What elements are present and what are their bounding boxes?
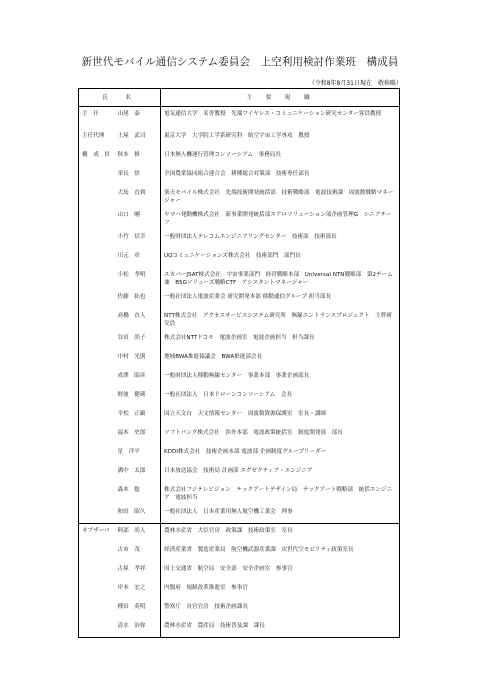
member-role: [79, 600, 115, 619]
table-row: [79, 107, 400, 129]
member-role: [79, 426, 115, 445]
member-role: [79, 369, 115, 388]
table-row: [79, 268, 400, 290]
member-position: 一般社団法人 日本ドローンコンソーシアム 会長: [161, 388, 400, 407]
member-role: [79, 331, 115, 350]
member-position: 電気通信大学 名誉教授 先端ワイヤレス・コミュニケーション研究センター客員教授: [161, 107, 400, 129]
table-row: [79, 309, 400, 331]
member-name: 和田 昭久: [115, 505, 161, 524]
member-position: 日本無人機運行管理コンソーシアム 事務局長: [161, 148, 400, 167]
member-role: [79, 167, 115, 186]
table-row: [79, 249, 400, 268]
member-role: [79, 407, 115, 426]
member-name: 小竹 信幸: [115, 230, 161, 249]
member-role: [79, 208, 115, 230]
member-position: 国土交通省 航空局 安全部 安全企画室 参事官: [161, 562, 400, 581]
table-header-row: [79, 89, 400, 107]
member-position: 地域BWA推進協議会 BWA推進部会長: [161, 350, 400, 369]
member-position: 一般財団法人移動無線センター 事業本部 事業企画部長: [161, 369, 400, 388]
member-name: 清水 治弥: [115, 619, 161, 638]
table-row: [79, 186, 400, 208]
table-row: [79, 464, 400, 483]
member-name: 谷田 尚子: [115, 331, 161, 350]
table-row: [79, 369, 400, 388]
member-position: ヤマハ発動機株式会社 新事業開発統括部エアロソリューション部企画管理G シニアチーフ: [161, 208, 400, 230]
table-row: [79, 129, 400, 148]
member-position: 経済産業省 製造産業局 航空機武器産業課 次世代空モビリティ政策室長: [161, 543, 400, 562]
member-name: 岸本 宏之: [115, 581, 161, 600]
member-position: 日本放送協会 技術局 計画部 エグゼクティブ・エンジニア: [161, 464, 400, 483]
member-name: 中村 光則: [115, 350, 161, 369]
member-role: [79, 505, 115, 524]
member-name: 溝中 太郎: [115, 464, 161, 483]
table-row: [79, 426, 400, 445]
table-row: [79, 407, 400, 426]
member-position: 国立天文台 天文情報センター 周波数資源保護室 室長・講師: [161, 407, 400, 426]
member-position: 農林水産省 農産局 技術普及課 課長: [161, 619, 400, 638]
table-row: [79, 505, 400, 524]
member-name: 種田 英明: [115, 600, 161, 619]
member-position: 全国農業協同組合連合会 耕種総合対策部 技術専任部長: [161, 167, 400, 186]
member-name: 森本 聡: [115, 483, 161, 505]
member-name: 山口 剛: [115, 208, 161, 230]
header-position: 主 要 現 職: [161, 89, 400, 107]
table-row: [79, 562, 400, 581]
member-name: 福本 史郎: [115, 426, 161, 445]
table-row: [79, 445, 400, 464]
member-position: NTT株式会社 アクセスサービスシステム研究所 無線エントランスプロジェクト 主幹研究員: [161, 309, 400, 331]
member-name: 土屋 武司: [115, 129, 161, 148]
members-table: [78, 88, 400, 638]
as-of-date: （令和8年8月31日現在 敬称略）: [308, 80, 402, 87]
member-position: 楽天モバイル株式会社 先端技術開発統括部 技術戦略部 電波技術課 周波数戦略マネージャー: [161, 186, 400, 208]
member-name: 髙橋 直人: [115, 309, 161, 331]
member-role: [79, 543, 115, 562]
member-role: [79, 309, 115, 331]
table-row: [79, 543, 400, 562]
member-name: 小松 孝明: [115, 268, 161, 290]
member-role: [79, 562, 115, 581]
member-position: ソフトバンク株式会社 渉外本部 電波政策統括室 制度開発部 部長: [161, 426, 400, 445]
table-row: [79, 350, 400, 369]
member-position: UQコミュニケーションズ株式会社 技術部門 部門長: [161, 249, 400, 268]
member-name: 山尾 泰: [115, 107, 161, 129]
member-role: [79, 464, 115, 483]
member-position: 農林水産省 大臣官房 政策課 技術政策室 室長: [161, 524, 400, 543]
table-row: [79, 600, 400, 619]
member-name: 大島 直到: [115, 186, 161, 208]
member-position: KDDI株式会社 技術企画本部 電波部 企画制度グループリーダー: [161, 445, 400, 464]
member-role: 主任代理: [79, 129, 115, 148]
member-name: 阿部 尚人: [115, 524, 161, 543]
member-position: スカパーJSAT株式会社 宇宙事業部門 経営戦略本部 Universal NTN戦略部 第2チーム 兼 B5Gソリューズ戦略CTF アシスタントマネージャー: [161, 268, 400, 290]
member-name: 古市 茂: [115, 543, 161, 562]
member-role: [79, 483, 115, 505]
table-row: [79, 290, 400, 309]
member-role: [79, 445, 115, 464]
member-role: [79, 350, 115, 369]
table-row: [79, 208, 400, 230]
table-row: [79, 388, 400, 407]
member-name: 古屋 孝祥: [115, 562, 161, 581]
member-role: [79, 290, 115, 309]
member-role: [79, 186, 115, 208]
member-position: 一般財団法人テレコムエンジニアリングセンター 技術部 技術部長: [161, 230, 400, 249]
member-name: 成澤 昭彦: [115, 369, 161, 388]
table-row: [79, 483, 400, 505]
member-position: 内閣府 規制改革推進室 参事官: [161, 581, 400, 600]
member-role: [79, 249, 115, 268]
table-row: [79, 148, 400, 167]
member-role: [79, 388, 115, 407]
member-name: 川元 章: [115, 249, 161, 268]
member-name: 秋本 修: [115, 148, 161, 167]
member-position: 株式会社フジテレビジョン テックアートデザイン局 テックアート戦略部 統括エンジニア 電波担当: [161, 483, 400, 505]
table-row: [79, 524, 400, 543]
member-position: 株式会社NTTドコモ 電波企画室 電波企画担当 担当課長: [161, 331, 400, 350]
member-position: 東京大学 大学院工学系研究科 航空宇宙工学専攻 教授: [161, 129, 400, 148]
header-name: 氏 名: [79, 89, 161, 107]
table-row: [79, 331, 400, 350]
member-name: 平松 正顕: [115, 407, 161, 426]
member-name: 栄長 悟: [115, 167, 161, 186]
table-row: [79, 581, 400, 600]
member-role: [79, 268, 115, 290]
member-role: 主 任: [79, 107, 115, 129]
member-role: 構 成 員: [79, 148, 115, 167]
member-name: 星 洋平: [115, 445, 161, 464]
member-name: 野波 健蔵: [115, 388, 161, 407]
member-name: 佐藤 拓也: [115, 290, 161, 309]
document-title: 新世代モバイル通信システム委員会 上空利用検討作業班 構成員: [81, 56, 399, 68]
member-role: オブザーバ: [79, 524, 115, 543]
member-role: [79, 581, 115, 600]
member-position: 一般社団法人電波産業会 研究開発本部 移動通信グループ 担当部長: [161, 290, 400, 309]
member-position: 一般社団法人 日本産業用無人航空機工業会 理事: [161, 505, 400, 524]
table-row: [79, 230, 400, 249]
table-row: [79, 167, 400, 186]
member-position: 警察庁 長官官房 技術企画課長: [161, 600, 400, 619]
member-role: [79, 619, 115, 638]
member-role: [79, 230, 115, 249]
table-row: [79, 619, 400, 638]
